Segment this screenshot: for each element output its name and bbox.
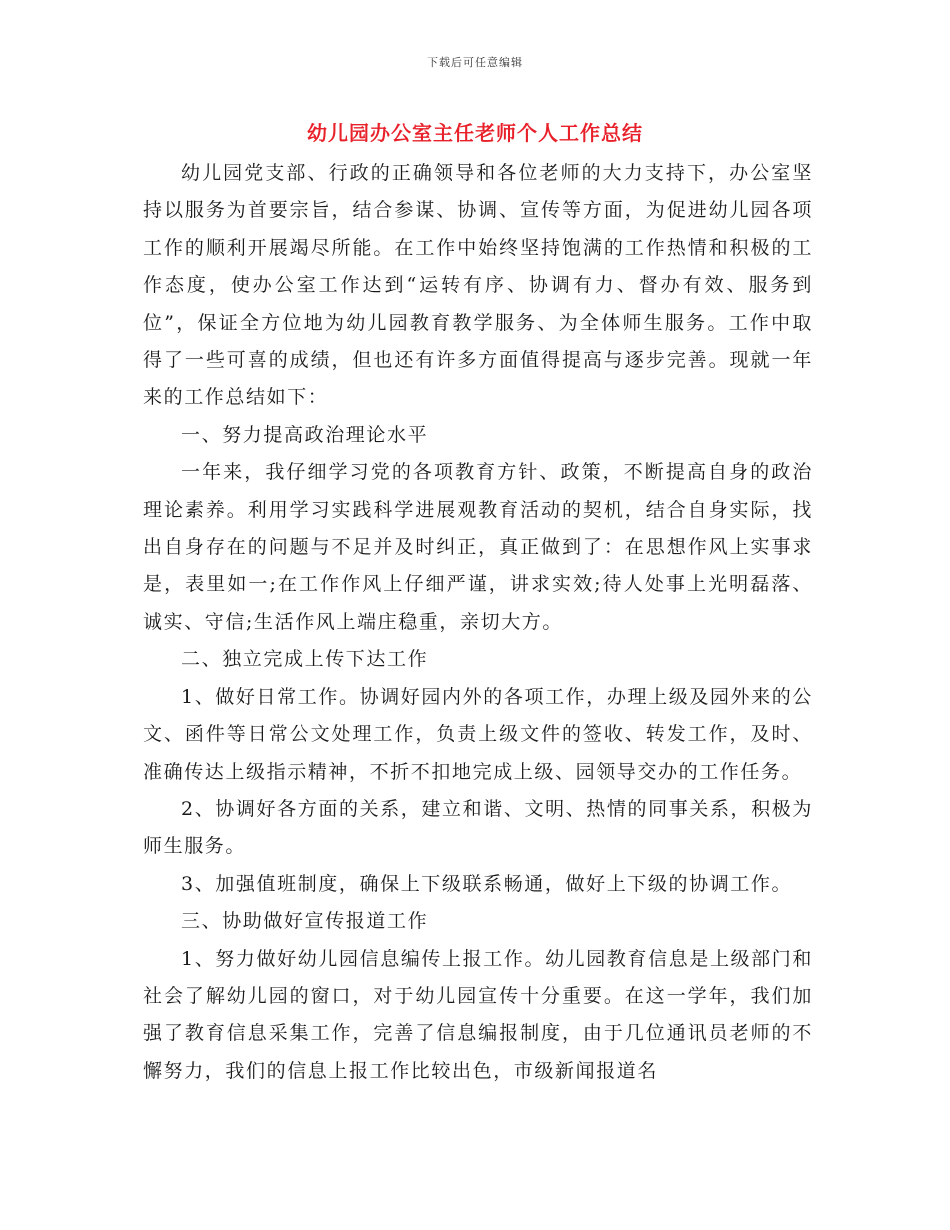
paragraph-item-2-3: 3、加强值班制度，确保上下级联系畅通，做好上下级的协调工作。 (181, 872, 793, 895)
paragraph-section-1: 一年来，我仔细学习党的各项教育方针、政策，不断提高自身的政治理论素养。利用学习实践科学进展观教育活动的契机，结合自身实际，找出自身存在的问题与不足并及时纠正，真正做到了：在思想作风上实事求是，表里如一;在工作作风上仔细严谨，讲求实效;待人处事上光明磊落、诚实、守信;生活作风上端庄稳重，亲切大方。 (143, 461, 813, 633)
section-heading-3: 三、协助做好宣传报道工作 (181, 910, 429, 933)
paragraph-item-2-2: 2、协调好各方面的关系，建立和谐、文明、热情的同事关系，积极为师生服务。 (143, 797, 813, 858)
paragraph-item-3-1: 1、努力做好幼儿园信息编传上报工作。幼儿园教育信息是上级部门和社会了解幼儿园的窗口，对于幼儿园宣传十分重要。在这一学年，我们加强了教育信息采集工作，完善了信息编报制度，由于几位通讯员老师的不懈努力，我们的信息上报工作比较出色，市级新闻报道名 (143, 947, 813, 1082)
paragraph-item-2-1: 1、做好日常工作。协调好园内外的各项工作，办理上级及园外来的公文、函件等日常公文处理工作，负责上级文件的签收、转发工作，及时、准确传达上级指示精神，不折不扣地完成上级、园领导交办的工作任务。 (143, 685, 813, 783)
document-title: 幼儿园办公室主任老师个人工作总结 (307, 121, 643, 145)
section-heading-2: 二、独立完成上传下达工作 (181, 648, 429, 671)
document-body (143, 155, 813, 1090)
paragraph-intro: 幼儿园党支部、行政的正确领导和各位老师的大力支持下，办公室坚持以服务为首要宗旨，结合参谋、协调、宣传等方面，为促进幼儿园各项工作的顺利开展竭尽所能。在工作中始终坚持饱满的工作热情和积极的工作态度，使办公室工作达到“运转有序、协调有力、督办有效、服务到位”，保证全方位地为幼儿园教育教学服务、为全体师生服务。工作中取得了一些可喜的成绩，但也还有许多方面值得提高与逐步完善。现就一年来的工作总结如下： (143, 162, 813, 409)
header-note: 下载后可任意编辑 (427, 56, 523, 69)
section-heading-1: 一、努力提高政治理论水平 (181, 423, 429, 446)
